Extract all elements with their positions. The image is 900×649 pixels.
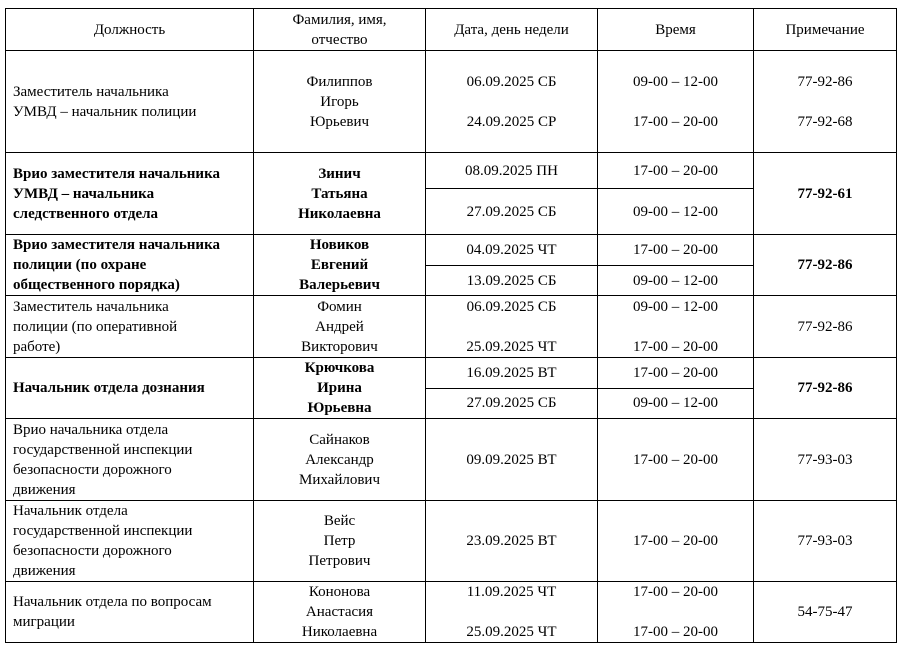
name-cell: Новиков Евгений Валерьевич [254, 235, 426, 296]
position-cell: Врио начальника отдела государственной инспекции безопасности дорожного движения [6, 419, 254, 501]
name-cell: Фомин Андрей Викторович [254, 296, 426, 358]
time-cell: 09-00 – 12-00 17-00 – 20-00 [598, 51, 754, 153]
note-cell: 54-75-47 [754, 582, 897, 643]
note-cell: 77-93-03 [754, 419, 897, 501]
date-cell: 08.09.2025 ПН [426, 153, 598, 189]
note-cell: 77-92-86 [754, 358, 897, 419]
time-cell: 09-00 – 12-00 [598, 388, 754, 419]
position-cell: Врио заместителя начальника полиции (по охране общественного порядка) [6, 235, 254, 296]
date-cell: 27.09.2025 СБ [426, 189, 598, 235]
table-row [6, 419, 897, 501]
note-cell: 77-92-86 77-92-68 [754, 51, 897, 153]
header-position: Должность [6, 9, 254, 51]
header-note: Примечание [754, 9, 897, 51]
table-row [6, 358, 897, 389]
date-cell: 23.09.2025 ВТ [426, 501, 598, 582]
name-cell: Кононова Анастасия Николаевна [254, 582, 426, 643]
table-row [6, 582, 897, 643]
name-cell: Зинич Татьяна Николаевна [254, 153, 426, 235]
table-row [6, 296, 897, 358]
note-cell: 77-93-03 [754, 501, 897, 582]
date-cell: 06.09.2025 СБ 25.09.2025 ЧТ [426, 296, 598, 358]
header-name: Фамилия, имя, отчество [254, 9, 426, 51]
date-cell: 13.09.2025 СБ [426, 266, 598, 296]
position-cell: Начальник отдела дознания [6, 358, 254, 419]
time-cell: 09-00 – 12-00 [598, 189, 754, 235]
date-cell: 09.09.2025 ВТ [426, 419, 598, 501]
position-cell: Начальник отдела по вопросам миграции [6, 582, 254, 643]
position-cell: Врио заместителя начальника УМВД – начальника следственного отдела [6, 153, 254, 235]
note-cell: 77-92-86 [754, 235, 897, 296]
header-date: Дата, день недели [426, 9, 598, 51]
time-cell: 17-00 – 20-00 [598, 358, 754, 389]
name-cell: Филиппов Игорь Юрьевич [254, 51, 426, 153]
time-cell: 17-00 – 20-00 17-00 – 20-00 [598, 582, 754, 643]
time-cell: 17-00 – 20-00 [598, 235, 754, 266]
table-row [6, 235, 897, 266]
note-cell: 77-92-86 [754, 296, 897, 358]
time-cell: 17-00 – 20-00 [598, 501, 754, 582]
table-row [6, 51, 897, 153]
header-row [6, 9, 897, 51]
date-cell: 11.09.2025 ЧТ 25.09.2025 ЧТ [426, 582, 598, 643]
time-cell: 17-00 – 20-00 [598, 419, 754, 501]
time-cell: 17-00 – 20-00 [598, 153, 754, 189]
time-cell: 09-00 – 12-00 [598, 266, 754, 296]
time-cell: 09-00 – 12-00 17-00 – 20-00 [598, 296, 754, 358]
position-cell: Заместитель начальника УМВД – начальник полиции [6, 51, 254, 153]
name-cell: Вейс Петр Петрович [254, 501, 426, 582]
name-cell: Крючкова Ирина Юрьевна [254, 358, 426, 419]
table-row [6, 153, 897, 189]
date-cell: 16.09.2025 ВТ [426, 358, 598, 389]
name-cell: Сайнаков Александр Михайлович [254, 419, 426, 501]
position-cell: Начальник отдела государственной инспекции безопасности дорожного движения [6, 501, 254, 582]
date-cell: 04.09.2025 ЧТ [426, 235, 598, 266]
schedule-table [5, 8, 897, 643]
date-cell: 06.09.2025 СБ 24.09.2025 СР [426, 51, 598, 153]
date-cell: 27.09.2025 СБ [426, 388, 598, 419]
position-cell: Заместитель начальника полиции (по оперативной работе) [6, 296, 254, 358]
header-time: Время [598, 9, 754, 51]
note-cell: 77-92-61 [754, 153, 897, 235]
table-row [6, 501, 897, 582]
